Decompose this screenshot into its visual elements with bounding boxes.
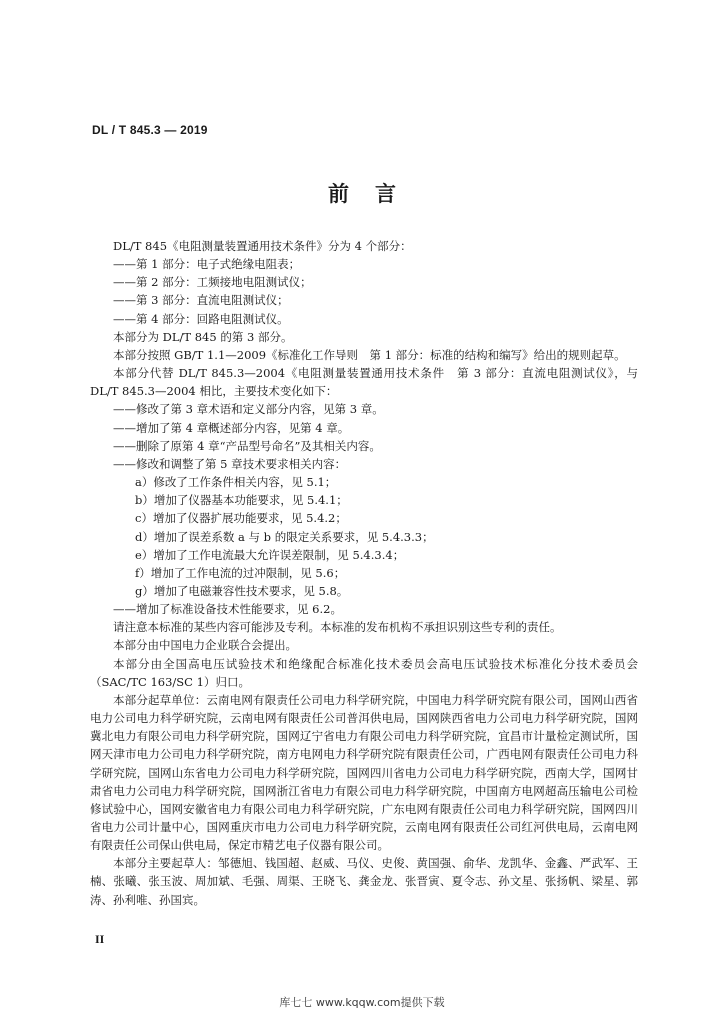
- download-watermark: 库七七 www.kqqw.com提供下载: [279, 996, 445, 1009]
- sub-list-item: f）增加了工作电流的过冲限制，见 5.6；: [135, 565, 346, 580]
- paragraph-replaces: 本部分代替 DL/T 845.3—2004《电阻测量装置通用技术条件 第 3 部分：直流电阻测试仪》，与 DL/T 845.3—2004 相比，主要技术变化如下：: [90, 366, 638, 399]
- document-code: DL / T 845.3 — 2019: [92, 123, 208, 137]
- paragraph-drafting-rules: 本部分按照 GB/T 1.1—2009《标准化工作导则 第 1 部分：标准的结构和编写》给出的规则起草。: [113, 347, 626, 362]
- page-title: 前言: [328, 181, 422, 206]
- sub-list-item: b）增加了仪器基本功能要求，见 5.4.1；: [135, 493, 348, 508]
- sub-list-item: c）增加了仪器扩展功能要求，见 5.4.2；: [135, 511, 347, 526]
- list-item-part-4: ——第 4 部分：回路电阻测试仪。: [113, 311, 289, 326]
- sub-list-item: a）修改了工作条件相关内容，见 5.1；: [135, 475, 337, 490]
- list-item-change: ——增加了第 4 章概述部分内容，见第 4 章。: [113, 420, 350, 435]
- sub-list-item: g）增加了电磁兼容性技术要求，见 5.8。: [135, 583, 349, 598]
- list-item-change: ——修改和调整了第 5 章技术要求相关内容：: [113, 456, 347, 471]
- list-item-change: ——增加了标准设备技术性能要求，见 6.2。: [113, 602, 342, 617]
- page-number: II: [95, 932, 105, 946]
- paragraph-under-jurisdiction: 本部分由全国高电压试验技术和绝缘配合标准化技术委员会高电压试验技术标准化分技术委员会（SAC/TC 163/SC 1）归口。: [90, 656, 638, 689]
- list-item-change: ——删除了原第 4 章“产品型号命名”及其相关内容。: [113, 438, 381, 453]
- list-item-part-1: ——第 1 部分：电子式绝缘电阻表；: [113, 257, 301, 272]
- paragraph-parts-intro: DL/T 845《电阻测量装置通用技术条件》分为 4 个部分：: [113, 239, 412, 253]
- list-item-part-3: ——第 3 部分：直流电阻测试仪；: [113, 293, 289, 308]
- list-item-change: ——修改了第 3 章术语和定义部分内容，见第 3 章。: [113, 402, 384, 417]
- paragraph-drafters: 本部分主要起草人：邹德旭、钱国超、赵威、马仪、史俊、黄国强、俞华、龙凯华、金鑫、严武军、王楠、张曦、张玉波、周加斌、毛强、周渠、王晓飞、龚金龙、张晋寅、夏令志、孙文星、张扬帆、梁星、郭涛、孙利唯、孙国宾。: [90, 856, 638, 907]
- paragraph-drafting-units: 本部分起草单位：云南电网有限责任公司电力科学研究院，中国电力科学研究院有限公司，国网山西省电力公司电力科学研究院，云南电网有限责任公司普洱供电局，国网陕西省电力公司电力科学研究院，国网冀北电力有限公司电力科学研究院，国网辽宁省电力有限公司电力科学研究院，宜昌市计量检定测试所，国网天津市电力公司电力科学研究院，南方电网电力科学研究院有限责任公司，广西电网有限责任公司电力科学研究院，国网山东省电力公司电力科学研究院，国网四川省电力公司电力科学研究院，西南大学，国网甘肃省电力公司电力科学研究院，国网浙江省电力有限公司电力科学研究院，中国南方电网超高压输电公司检修试验中心，国网安徽省电力有限公司电力科学研究院，广东电网有限责任公司电力科学研究院，国网四川省电力公司计量中心，国网重庆市电力公司电力科学研究院，云南电网有限责任公司红河供电局，云南电网有限责任公司保山供电局，保定市精艺电子仪器有限公司。: [90, 692, 638, 853]
- sub-list-item: e）增加了工作电流最大允许误差限制，见 5.4.3.4；: [135, 547, 405, 562]
- preface-body: [90, 237, 638, 909]
- paragraph-this-part: 本部分为 DL/T 845 的第 3 部分。: [113, 329, 293, 344]
- sub-list-item: d）增加了误差系数 a 与 b 的限定关系要求，见 5.4.3.3；: [135, 529, 434, 544]
- paragraph-proposed-by: 本部分由中国电力企业联合会提出。: [113, 638, 297, 653]
- paragraph-patent-notice: 请注意本标准的某些内容可能涉及专利。本标准的发布机构不承担识别这些专利的责任。: [113, 620, 562, 635]
- list-item-part-2: ——第 2 部分：工频接地电阻测试仪；: [113, 275, 312, 290]
